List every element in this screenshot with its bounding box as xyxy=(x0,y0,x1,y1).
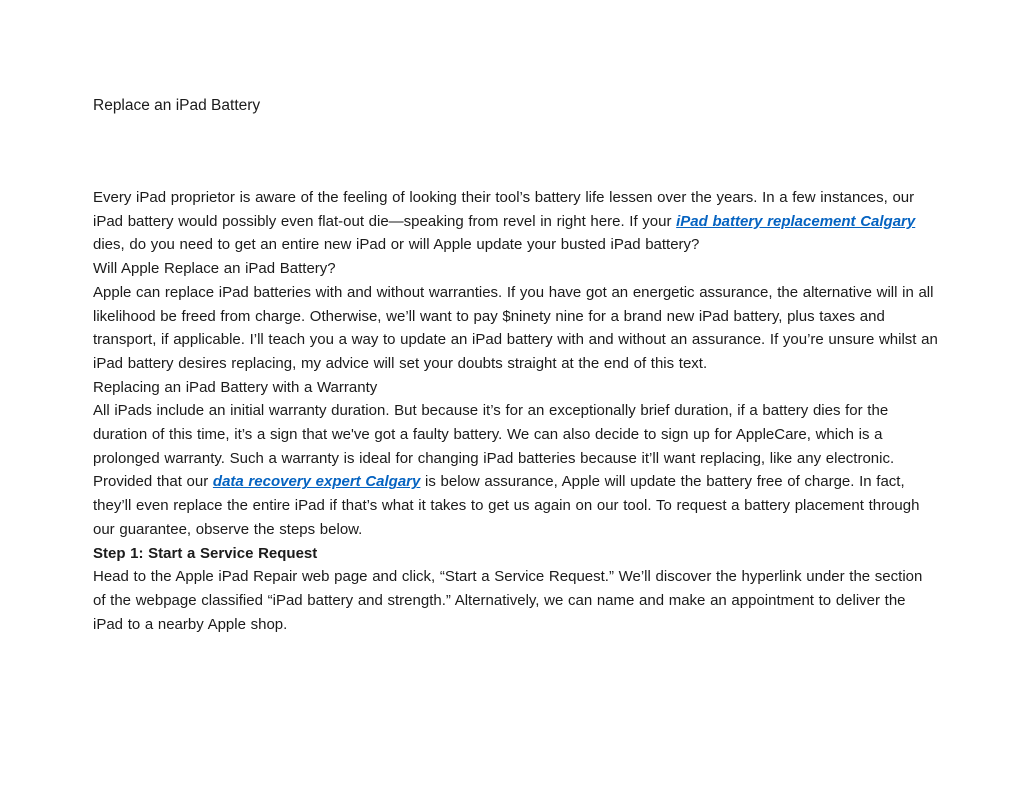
step-1-paragraph xyxy=(93,565,939,636)
text-run: Apple can replace iPad batteries with and without warranties. If you have got an energetic assurance, the alternative will in all likelihood be freed from charge. Otherwise, we’ll want to pay $ninety nine for a brand new iPad battery, plus taxes and transport, if applicable. I’ll teach you a way to update an iPad battery with and without an assurance. If you’re unsure whilst an iPad battery desires replacing, my advice will set your doubts straight at the end of this text. xyxy=(93,283,938,372)
step-1-heading xyxy=(93,542,939,566)
will-apple-replace-heading xyxy=(93,257,939,281)
text-run: Replacing an iPad Battery with a Warranty xyxy=(93,378,378,396)
text-run: is below assurance, Apple will update the battery free of charge. In fact, they’ll even replace the entire iPad if that’s what it takes to get us again on our tool. To request a battery placement through our guarantee, observe the steps below. xyxy=(93,473,920,538)
replacing-with-warranty-heading xyxy=(93,376,939,400)
document-title: Replace an iPad Battery xyxy=(93,97,261,114)
text-run: Every iPad proprietor is aware of the feeling of looking their tool’s battery life lessen over the years. In a few instances, our iPad battery would possibly even flat-out die—speaking from revel in right here. If your xyxy=(93,189,915,230)
document-body xyxy=(93,186,939,636)
text-run: Step 1: Start a Service Request xyxy=(93,544,318,562)
text-run: dies, do you need to get an entire new iPad or will Apple update your busted iPad battery? xyxy=(93,236,700,254)
text-run: Head to the Apple iPad Repair web page and click, “Start a Service Request.” We’ll discover the hyperlink under the section of the webpage classified “iPad battery and strength.” Alternatively, we can name and make an appointment to deliver the iPad to a nearby Apple shop. xyxy=(93,568,923,633)
warranty-detail-paragraph xyxy=(93,399,939,541)
text-run: All iPads include an initial warranty duration. But because it’s for an exceptionally brief duration, if a battery dies for the duration of this time, it’s a sign that we've got a faulty battery. We can also decide to sign up for AppleCare, which is a prolonged warranty. Such a warranty is ideal for changing iPad batteries because it’ll want replacing, like any electronic. Provided that our xyxy=(93,402,895,491)
warranty-overview-paragraph xyxy=(93,281,939,376)
intro-paragraph xyxy=(93,186,939,257)
ipad-battery-replacement-calgary-link[interactable]: iPad battery replacement Calgary xyxy=(676,212,916,230)
data-recovery-expert-calgary-link[interactable]: data recovery expert Calgary xyxy=(212,473,421,491)
text-run: Will Apple Replace an iPad Battery? xyxy=(93,260,336,278)
